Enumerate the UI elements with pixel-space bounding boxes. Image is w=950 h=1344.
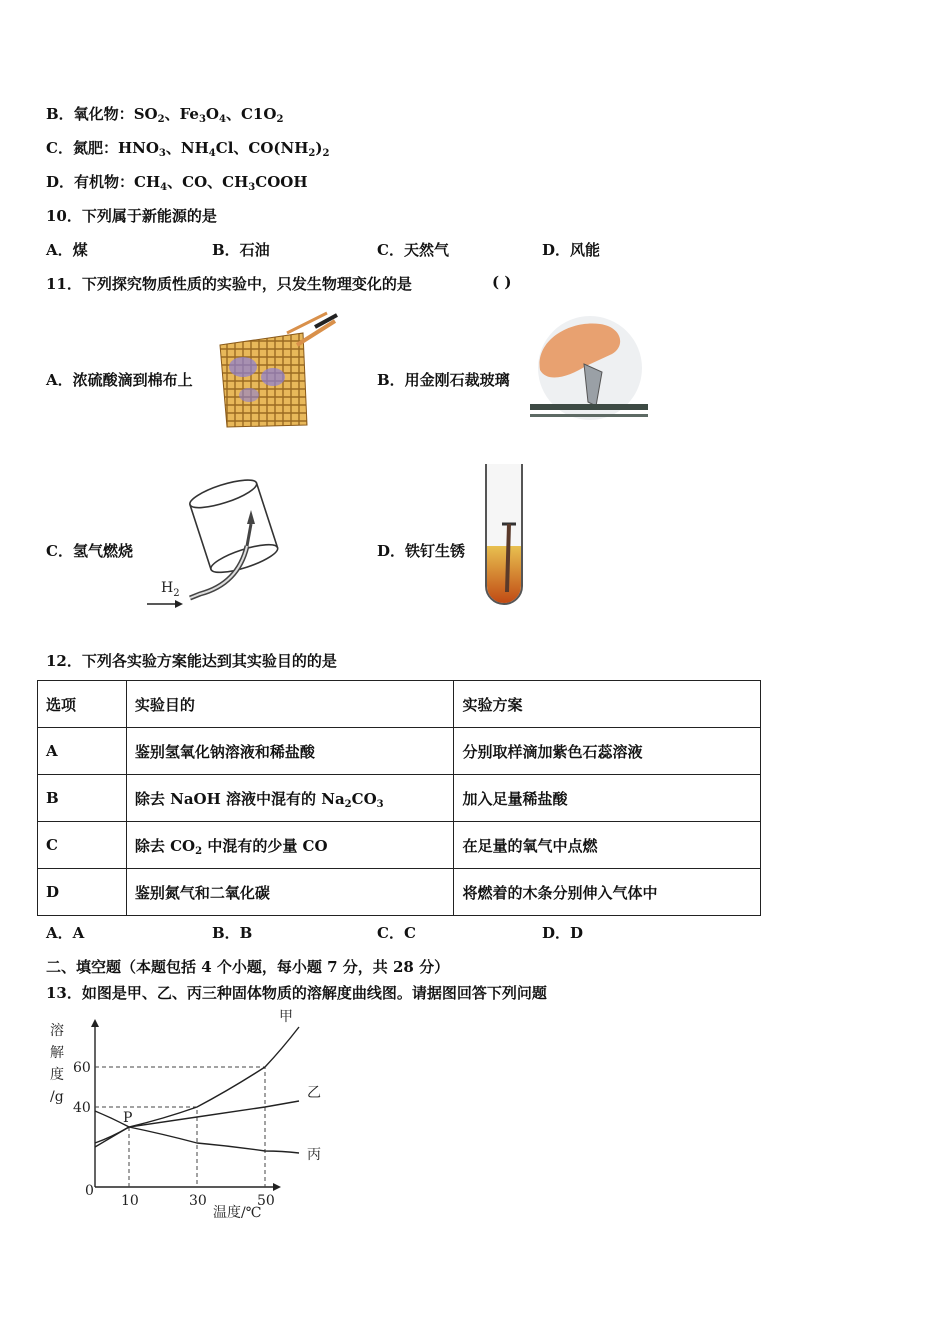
subscript: 2	[195, 845, 203, 857]
x-axis-label: 温度/℃	[213, 1205, 262, 1221]
formula-text: CH	[134, 173, 161, 191]
row-option: D	[38, 869, 127, 916]
row-plan: 分别取样滴加紫色石蕊溶液	[454, 728, 761, 775]
h2-label: $H_2$	[161, 580, 180, 599]
row-plan: 将燃着的木条分别伸入气体中	[454, 869, 761, 916]
row-option: C	[38, 822, 127, 869]
row-plan: 在足量的氧气中点燃	[454, 822, 761, 869]
cloth-acid-image	[215, 305, 340, 430]
series-label: 甲	[279, 1009, 293, 1025]
point-label: P	[123, 1110, 133, 1126]
table-row	[38, 728, 761, 775]
q10-option-c[interactable]: C．天然气	[377, 241, 449, 259]
q12-option-c[interactable]: C．C	[377, 924, 416, 942]
x-axis-arrow	[273, 1183, 281, 1191]
q12-stem: 12．下列各实验方案能达到其实验目的的是	[46, 652, 337, 670]
q10-option-d[interactable]: D．风能	[542, 241, 601, 259]
row-plan: 加入足量稀盐酸	[454, 775, 761, 822]
q11-option-d[interactable]: D．铁钉生锈	[377, 542, 466, 560]
series-label: 乙	[307, 1085, 321, 1101]
section-2-heading: 二、填空题（本题包括 4 个小题，每小题 7 分，共 28 分）	[46, 958, 450, 976]
subscript: 4	[219, 114, 226, 125]
q10-option-a[interactable]: A．煤	[46, 241, 88, 259]
subscript: 3	[158, 148, 166, 159]
q11-option-a[interactable]: A．浓硫酸滴到棉布上	[46, 371, 193, 389]
subscript: 4	[208, 148, 216, 159]
x-tick-label: 30	[189, 1193, 207, 1209]
row-goal: 鉴别氮气和二氧化碳	[126, 869, 454, 916]
y-axis-label: /g	[50, 1089, 64, 1105]
y-axis-label: 溶	[50, 1023, 64, 1039]
formula-text: C1O	[240, 105, 277, 123]
q9-d-label: D．有机物：	[46, 173, 135, 191]
iron-nail-rusting-image	[478, 462, 530, 610]
separator: 、	[233, 139, 249, 157]
q11-stem: 11．下列探究物质性质的实验中，只发生物理变化的是	[46, 275, 412, 293]
formula-text: SO	[133, 105, 158, 123]
formula-text: Cl	[215, 139, 234, 157]
separator: 、	[167, 173, 183, 191]
goal-text: CO	[351, 789, 377, 808]
header-plan: 实验方案	[454, 681, 761, 728]
formula-text: COOH	[255, 173, 308, 191]
row-goal: 鉴别氢氧化钠溶液和稀盐酸	[126, 728, 454, 775]
subscript: 3	[376, 798, 384, 810]
y-axis-label: 度	[50, 1067, 64, 1083]
row-goal	[126, 775, 454, 822]
formula-text: CH	[222, 173, 249, 191]
subscript: 2	[308, 148, 316, 159]
q9-option-c	[46, 137, 329, 158]
q9-option-b	[46, 103, 283, 124]
goal-text: 除去 NaOH 溶液中混有的 Na	[134, 789, 345, 808]
guide-line	[95, 1067, 265, 1187]
q10-option-b[interactable]: B．石油	[212, 241, 270, 259]
table-row	[38, 869, 761, 916]
q13-stem: 13．如图是甲、乙、丙三种固体物质的溶解度曲线图。请据图回答下列问题	[46, 984, 547, 1002]
separator: 、	[165, 139, 181, 157]
diamond-glass-cutting-image	[530, 318, 648, 423]
subscript: 2	[157, 114, 165, 125]
y-axis-label: 解	[50, 1045, 64, 1061]
formula-text: CO	[182, 173, 208, 191]
table-header-row	[38, 681, 761, 728]
x-tick-label: 10	[121, 1193, 139, 1209]
series-label: 丙	[307, 1147, 321, 1163]
row-goal	[126, 822, 454, 869]
subscript: 3	[198, 114, 206, 125]
formula-text: )	[315, 139, 323, 157]
row-option: A	[38, 728, 127, 775]
y-axis-arrow	[91, 1019, 99, 1027]
formula-text: Fe	[179, 105, 199, 123]
q12-table	[37, 680, 761, 916]
table-row	[38, 822, 761, 869]
q11-answer-bracket: ( )	[492, 273, 512, 291]
subscript: 2	[276, 114, 284, 125]
q9-c-label: C．氮肥：	[46, 139, 118, 157]
q11-option-b[interactable]: B．用金刚石裁玻璃	[377, 371, 510, 389]
q12-option-a[interactable]: A．A	[46, 924, 85, 942]
table-row	[38, 775, 761, 822]
separator: 、	[207, 173, 223, 191]
row-option: B	[38, 775, 127, 822]
subscript: 2	[344, 798, 352, 810]
x-tick-label: 50	[257, 1193, 275, 1209]
q9-b-label: B．氧化物：	[46, 105, 134, 123]
q9-option-d	[46, 171, 308, 192]
formula-text: NH	[180, 139, 209, 157]
subscript: 3	[248, 182, 256, 193]
solubility-chart	[40, 1009, 321, 1221]
header-option: 选项	[38, 681, 127, 728]
header-goal: 实验目的	[126, 681, 454, 728]
q12-option-d[interactable]: D．D	[542, 924, 584, 942]
separator: 、	[164, 105, 180, 123]
goal-text: 除去 CO	[134, 836, 196, 855]
formula-text: CO(NH	[248, 139, 309, 157]
formula-text: HNO	[117, 139, 159, 157]
y-tick-label: 40	[73, 1100, 91, 1116]
subscript: 2	[322, 148, 330, 159]
y-tick-label: 60	[73, 1060, 91, 1076]
q11-option-c[interactable]: C．氢气燃烧	[46, 542, 133, 560]
subscript: 4	[160, 182, 168, 193]
hydrogen-burning-image	[145, 480, 295, 610]
formula-text: O	[205, 105, 219, 123]
q12-option-b[interactable]: B．B	[212, 924, 253, 942]
separator: 、	[225, 105, 241, 123]
q10-stem: 10．下列属于新能源的是	[46, 207, 217, 225]
origin-label: 0	[85, 1183, 94, 1199]
goal-text: 中混有的少量 CO	[202, 836, 328, 855]
